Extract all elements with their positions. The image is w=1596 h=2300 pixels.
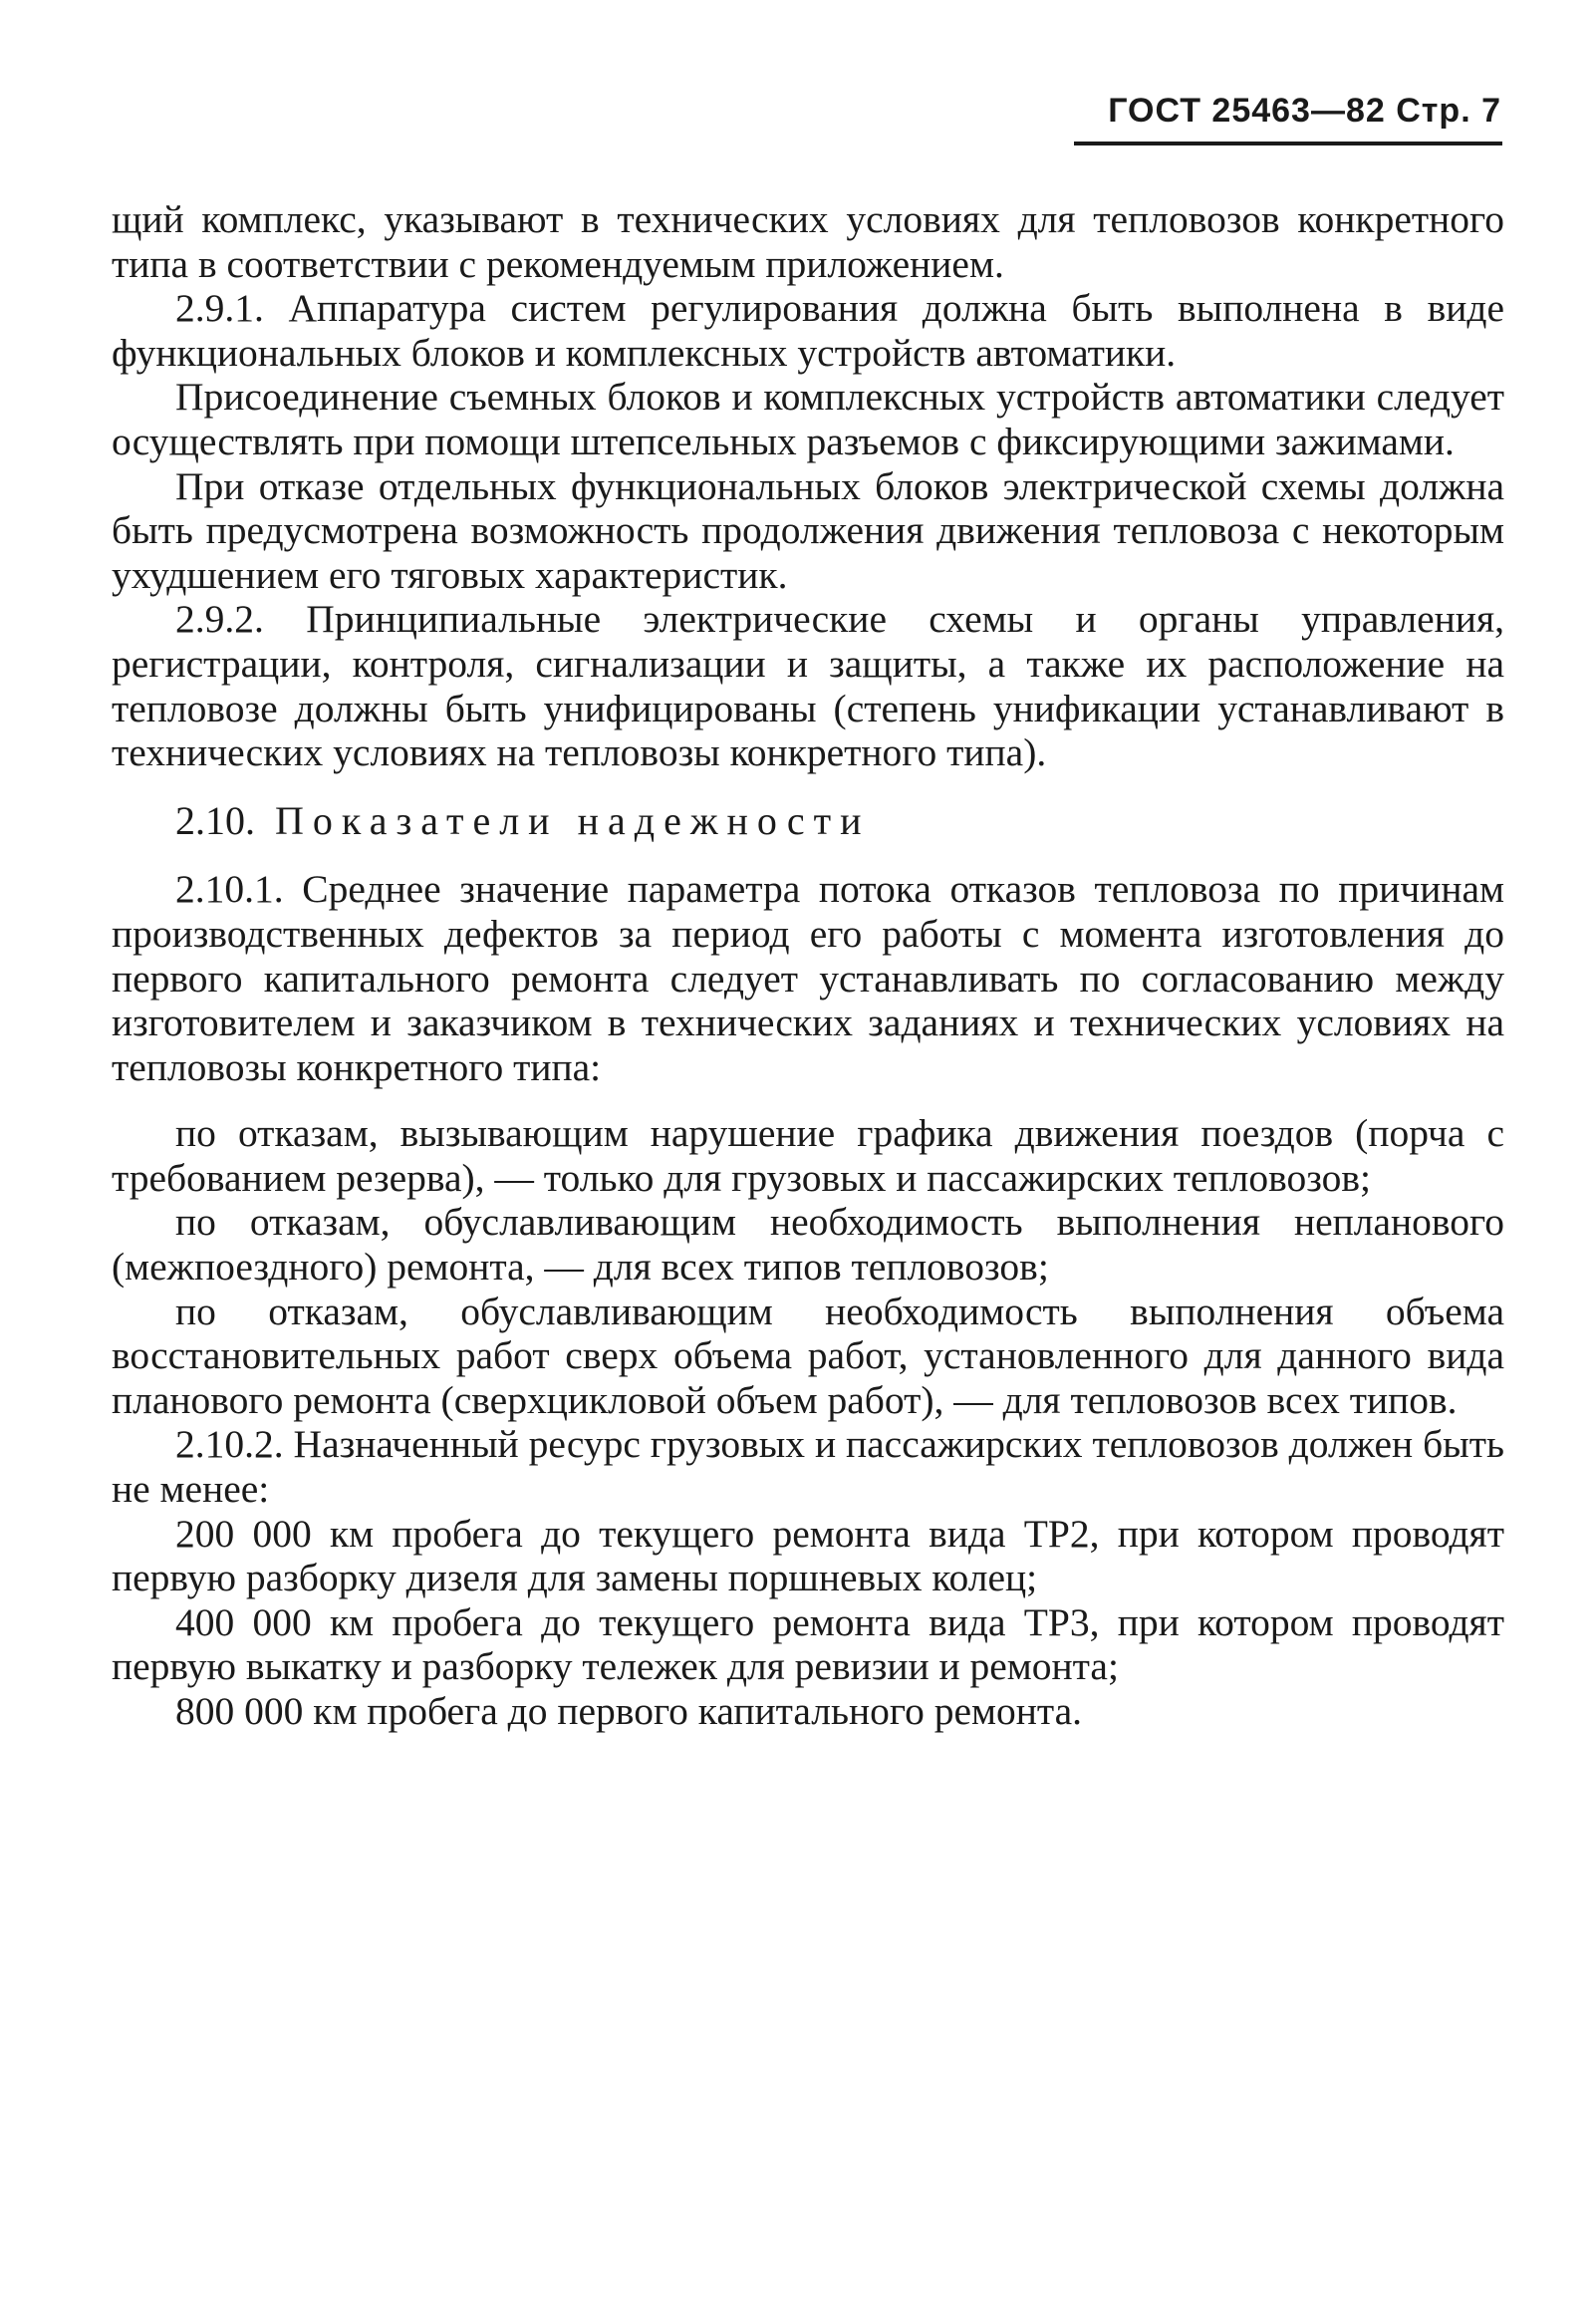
list-item: 800 000 км пробега до первого капитального ремонта. [175, 1689, 1083, 1733]
paragraph: щий комплекс, указывают в технических условиях для тепловозов конкретного типа в соответствии с рекомендуемым приложением. [112, 197, 1504, 286]
paragraph: 2.10.2. Назначенный ресурс грузовых и пассажирских тепловозов должен быть не менее: [112, 1422, 1504, 1512]
paragraph: Присоединение съемных блоков и комплексных устройств автоматики следует осуществлять при помощи штепсельных разъемов с фиксирующими зажимами. [112, 375, 1504, 463]
header-rule [1074, 142, 1502, 145]
running-header: ГОСТ 25463—82 Стр. 7 [1108, 92, 1501, 130]
list-item: по отказам, вызывающим нарушение графика движения поездов (порча с требованием резерва), — только для грузовых и пассажирских тепловозов; [112, 1111, 1504, 1200]
list-item: 200 000 км пробега до текущего ремонта вида ТР2, при котором проводят первую разборку дизеля для замены поршневых колец; [112, 1511, 1504, 1600]
document-body [112, 197, 1504, 1734]
paragraph: 2.9.1. Аппаратура систем регулирования должна быть выполнена в виде функциональных блоков и комплексных устройств автоматики. [112, 286, 1504, 375]
list-item: по отказам, обуславливающим необходимость выполнения непланового (межпоездного) ремонта, — для всех типов тепловозов; [112, 1200, 1504, 1290]
paragraph: 2.10.1. Среднее значение параметра потока отказов тепловоза по причинам производственных дефектов за период его работы с момента изготовления до первого капитального ремонта следует устанавливать по согласованию между изготовителем и заказчиком в технических заданиях и технических условиях на тепловозы конкретного типа: [112, 867, 1504, 1089]
paragraph: При отказе отдельных функциональных блоков электрической схемы должна быть предусмотрена возможность продолжения движения тепловоза с некоторым ухудшением его тяговых характеристик. [112, 463, 1504, 597]
paragraph: 2.9.2. Принципиальные электрические схемы и органы управления, регистрации, контроля, сигнализации и защиты, а также их расположение на тепловозе должны быть унифицированы (степень унификации устанавливают в технических условиях на тепловозы конкретного типа). [112, 597, 1504, 775]
section-heading [175, 799, 1504, 844]
section-number: 2.10. [175, 797, 255, 843]
list-item: 400 000 км пробега до текущего ремонта вида ТР3, при котором проводят первую выкатку и разборку тележек для ревизии и ремонта; [112, 1599, 1504, 1689]
list-item: по отказам, обуславливающим необходимость выполнения объема восстановительных работ сверх объема работ, установленного для данного вида планового ремонта (сверхцикловой объем работ), — для тепловозов всех типов. [112, 1289, 1504, 1422]
section-title: Показатели надежности [275, 797, 871, 843]
